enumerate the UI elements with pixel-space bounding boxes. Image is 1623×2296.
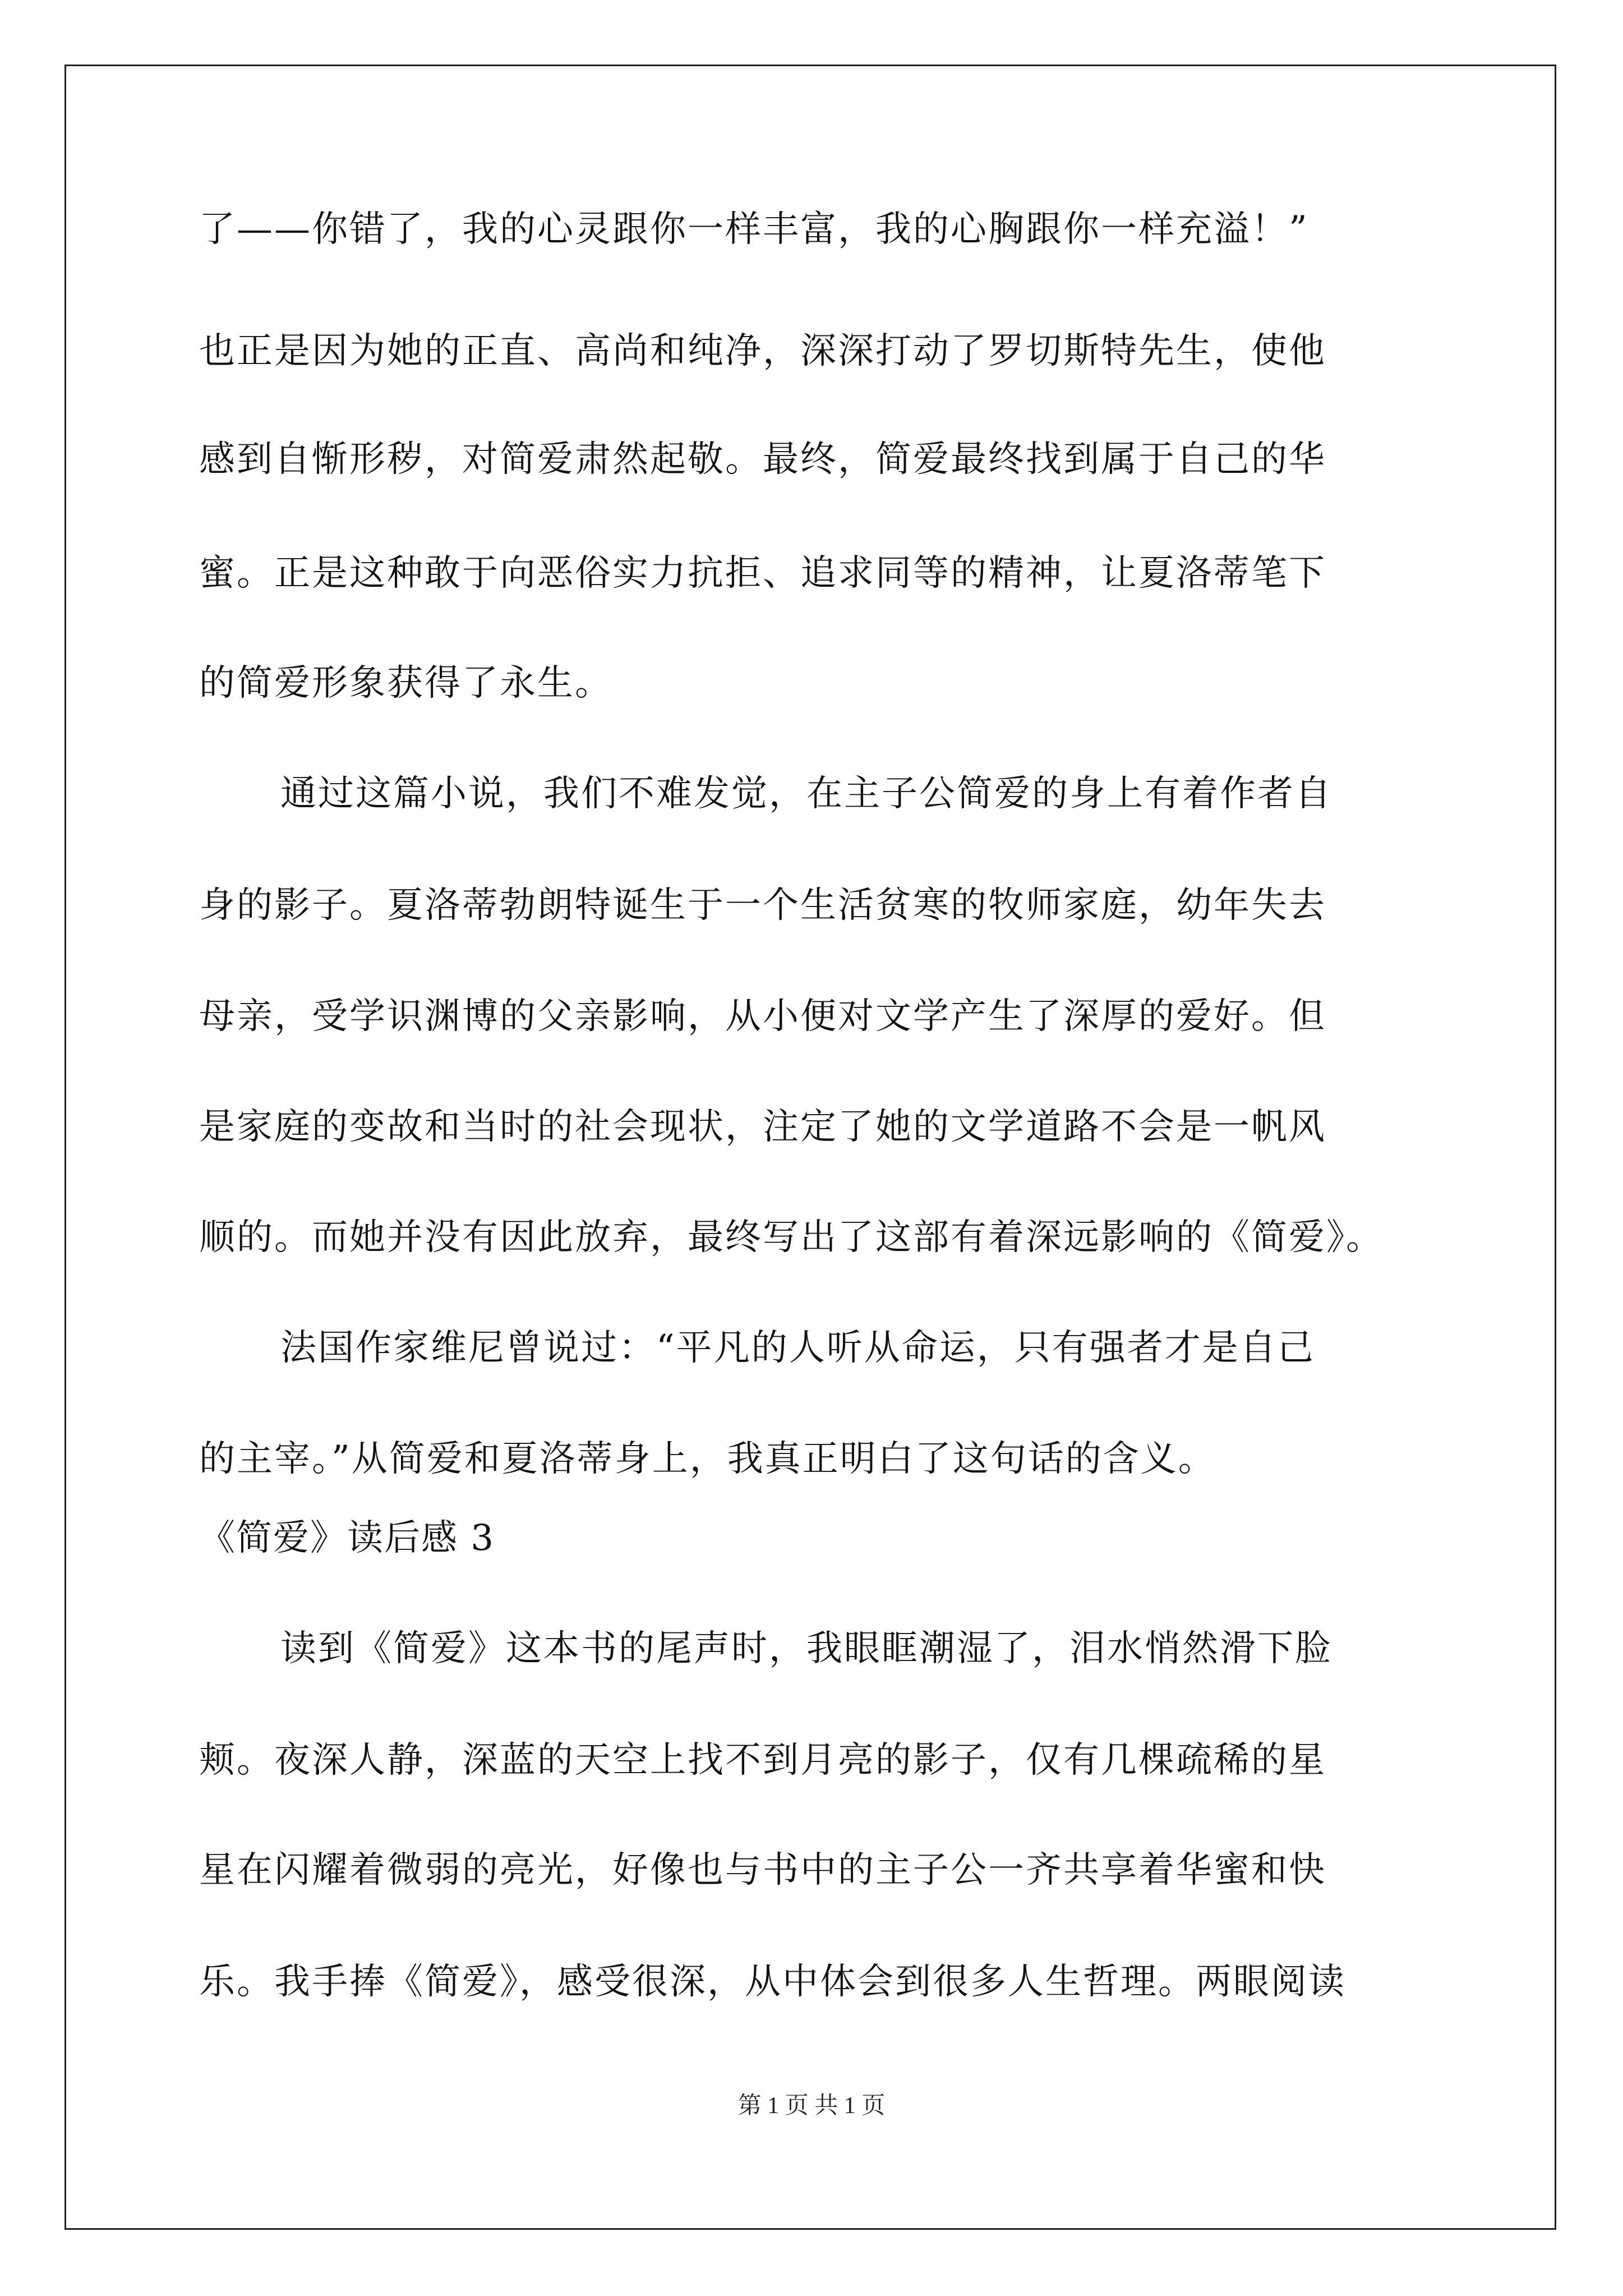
page-number-footer: 第 1 页 共 1 页 [737,2093,886,2119]
body-text-line: 也正是因为她的正直、高尚和纯净，深深打动了罗切斯特先生，使他 [199,330,1326,372]
body-text-line: 颊。夜深人静，深蓝的天空上找不到月亮的影子，仅有几棵疏稀的星 [199,1740,1326,1781]
body-text-line: 乐。我手捧《简爱》，感受很深，从中体会到很多人生哲理。两眼阅读 [199,1961,1346,2003]
paragraph-first-line: 通过这篇小说，我们不难发觉，在主子公简爱的身上有着作者自 [280,773,1332,815]
body-text-line: 了——你错了，我的心灵跟你一样丰富，我的心胸跟你一样充溢！” [199,209,1309,250]
body-text-line: 星在闪耀着微弱的亮光，好像也与书中的主子公一齐共享着华蜜和快 [199,1849,1326,1891]
body-text-line: 的主宰。”从简爱和夏洛蒂身上，我真正明白了这句话的含义。 [199,1438,1216,1480]
body-text-line: 身的影子。夏洛蒂勃朗特诞生于一个生活贫寒的牧师家庭，幼年失去 [199,885,1326,926]
body-text-line: 顺的。而她并没有因此放弃，最终写出了这部有着深远影响的《简爱》。 [199,1217,1384,1258]
paragraph-first-line: 法国作家维尼曾说过：“平凡的人听从命运，只有强者才是自己 [280,1327,1315,1369]
section-heading: 《简爱》读后感 3 [199,1517,495,1559]
body-text-line: 的简爱形象获得了永生。 [199,662,612,704]
body-text-line: 蜜。正是这种敢于向恶俗实力抗拒、追求同等的精神，让夏洛蒂笔下 [199,553,1326,594]
body-text-line: 母亲，受学识渊博的父亲影响，从小便对文学产生了深厚的爱好。但 [199,996,1326,1037]
body-text-line: 感到自惭形秽，对简爱肃然起敬。最终，简爱最终找到属于自己的华 [199,439,1326,480]
body-text-line: 是家庭的变故和当时的社会现状，注定了她的文学道路不会是一帆风 [199,1106,1326,1148]
paragraph-first-line: 读到《简爱》这本书的尾声时，我眼眶潮湿了，泪水悄然滑下脸 [280,1628,1332,1669]
